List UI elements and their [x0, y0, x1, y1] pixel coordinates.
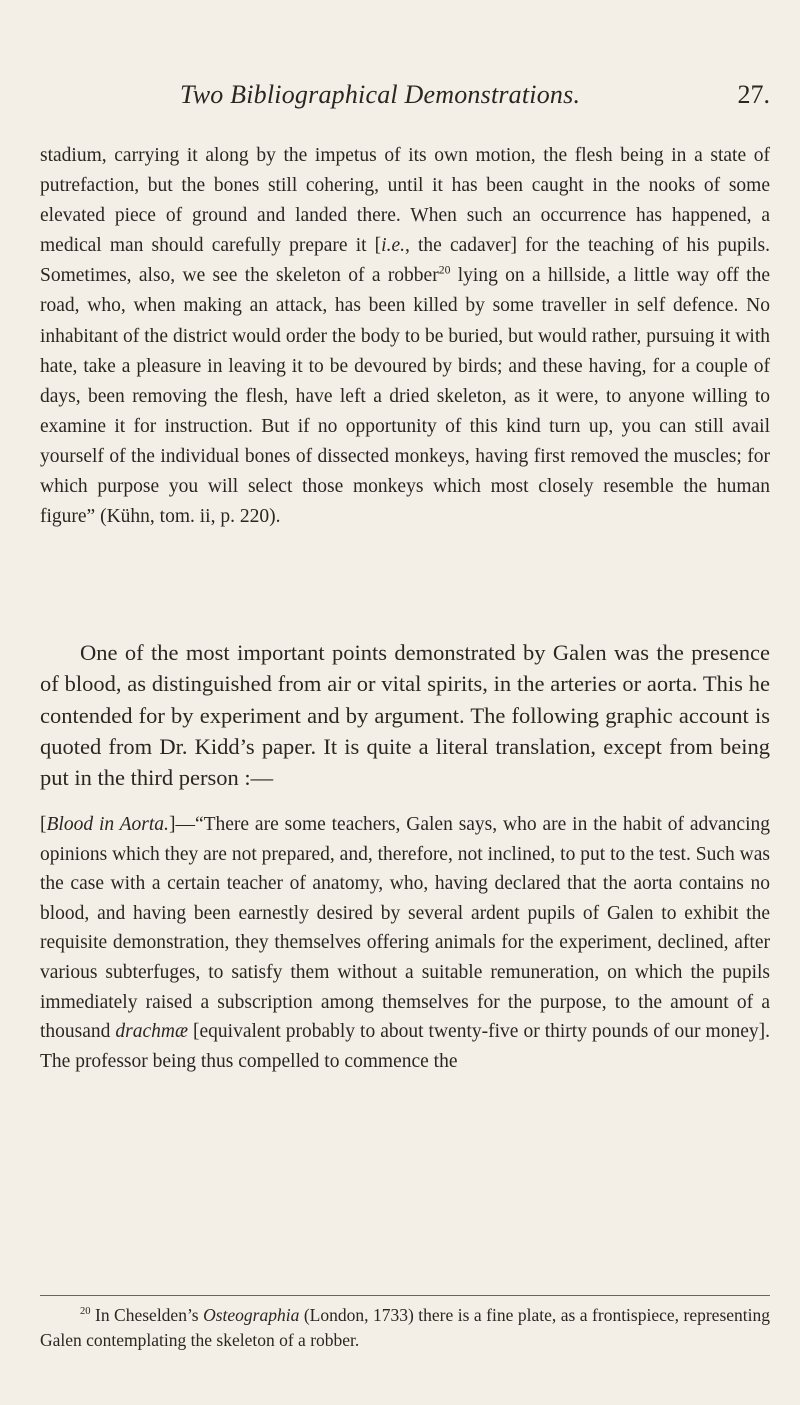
- paragraph-blood-in-aorta: [40, 810, 770, 1076]
- page-number: 27.: [737, 80, 770, 109]
- bracket-close: ]: [168, 814, 176, 835]
- paragraph-3-text-a: —“There are some teachers, Galen says, who are in the habit of advancing opinions which they are not prepared, and, therefore, not inclined, to put to the test. Such was the case with a certain teacher of anatomy, who, having declared that the aorta contains no blood, and having been earnestly desired by several ardent pupils of Galen to exhibit the requisite demonstration, they themselves offering animals for the experiment, declined, after various subterfuges, to satisfy them without a suitable remuneration, on which the pupils immediately raised a subscription among themselves for the purpose, to the amount of a thousand: [40, 814, 771, 1043]
- paragraph-blood-demonstration: [40, 637, 770, 793]
- paragraph-1-text-c: lying on a hillside, a little way off the road, who, when making an attack, has been killed by some traveller in self defence. No inhabitant of the district would order the body to be buried, but would rather, pursuing it with hate, take a pleasure in leaving it to be devoured by birds; and these having, for a couple of days, been removing the flesh, have left a dried skeleton, as it were, to anyone willing to examine it for instruction. But if no opportunity of this kind turn up, you can still avail yourself of the individual bones of dissected monkeys, having first removed the muscles; for which purpose you will select those monkeys which most closely resemble the human figure” (Kühn, tom. ii, p. 220).: [40, 265, 771, 528]
- paragraph-1-text-b: , the cadaver] for the teaching of his pupils. Sometimes, also, we see the skeleton of a robber: [40, 235, 770, 287]
- ie-abbreviation: i.e.: [381, 235, 405, 257]
- paragraph-continuation: [40, 141, 770, 532]
- running-head: [0, 80, 800, 120]
- paragraph-3-text-b: [equivalent probably to about twenty-five or thirty pounds of our money]. The professor being thus compelled to commence the: [40, 1021, 770, 1072]
- section-heading: Blood in Aorta.: [46, 814, 169, 835]
- bracket-open: [: [40, 814, 47, 835]
- paragraph-2-text: One of the most important points demonstrated by Galen was the presence of blood, as distinguished from air or vital spirits, in the arteries or aorta. This he contended for by experiment and by argument. The following graphic account is quoted from Dr. Kidd’s paper. It is quite a literal translation, except from being put in the third person :—: [40, 640, 770, 791]
- running-title: Two Bibliographical Demonstrations.: [180, 80, 581, 109]
- footnote-text-b: (London, 1733) there is a fine plate, as a frontispiece, representing Galen contemplating the skeleton of a robber.: [40, 1305, 770, 1350]
- footnote: [40, 1303, 770, 1353]
- paragraph-1-text-a: stadium, carrying it along by the impetus of its own motion, the flesh being in a state of putrefaction, but the bones still cohering, until it has been caught in the nooks of some elevated piece of ground and landed there. When such an occurrence has happened, a medical man should carefully prepare it [: [40, 145, 770, 257]
- footnote-book-title: Osteographia: [203, 1305, 300, 1325]
- footnote-number: 20: [80, 1306, 91, 1318]
- footnote-rule: [40, 1295, 770, 1296]
- drachmae-term: drachmæ: [115, 1021, 189, 1043]
- footnote-reference: 20: [438, 263, 451, 277]
- footnote-text-a: In Cheselden’s: [90, 1305, 204, 1325]
